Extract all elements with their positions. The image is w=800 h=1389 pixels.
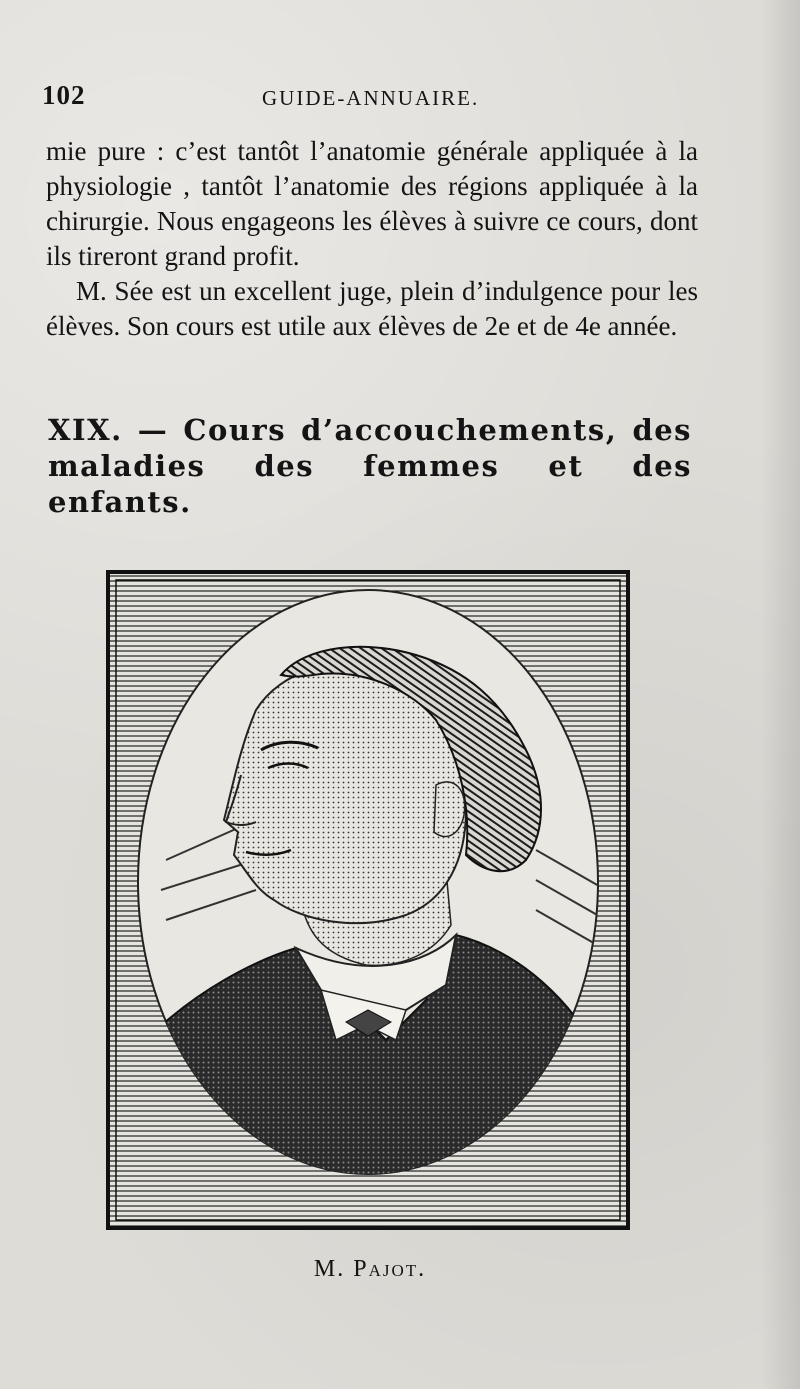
paragraph-continued: mie pure : c’est tantôt l’anatomie générale appliquée à la physiologie , tantôt l’anatomie des régions appliquée à la chirurgie. Nous engageons les élèves à suivre ce cours, dont ils tireront grand profit.: [46, 136, 698, 271]
page-number: 102: [42, 80, 86, 110]
portrait-engraving: [106, 570, 630, 1230]
paragraph-professor-see: M. Sée est un excellent juge, plein d’indulgence pour les élèves. Son cours est utile aux élèves de 2e et de 4e année.: [46, 276, 698, 341]
running-title: GUIDE-ANNUAIRE.: [262, 86, 480, 110]
portrait-illustration: [106, 570, 630, 1230]
section-title: XIX. — Cours d’accouchements, des maladies des femmes et des enfants.: [48, 413, 692, 519]
body-text: [46, 134, 698, 344]
figure-caption: M. Pajot.: [313, 1256, 427, 1282]
